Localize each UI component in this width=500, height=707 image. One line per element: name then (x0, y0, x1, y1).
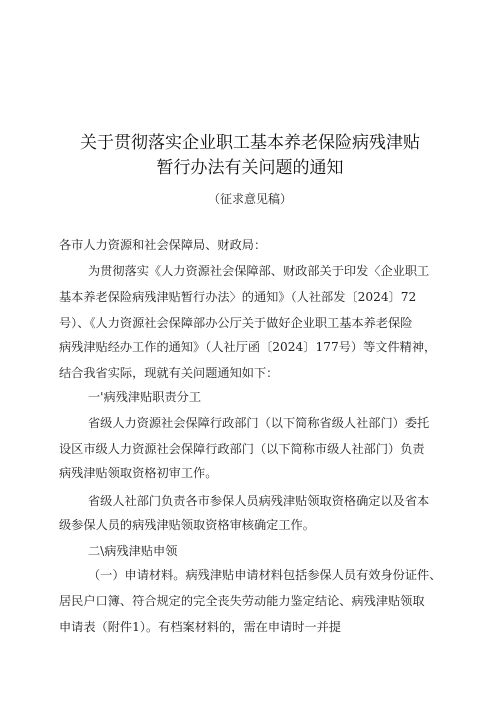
document-title-line-2: 暂行办法有关问题的通知 (156, 158, 344, 178)
body-line-10: 级参保人员的病残津贴领取资格审核确定工作。 (59, 518, 315, 532)
body-line-8: 病残津贴领取资格初审工作。 (59, 466, 218, 480)
body-line-7: 设区市级人力资源社会保障行政部门（以下简称市级人社部门）负责 (59, 442, 425, 456)
body-line-12: 居民户口簿、符合规定的完全丧失劳动能力鉴定结论、病残津贴领取 (59, 594, 425, 608)
body-line-3: 号）、《人力资源社会保障部办公厅关于做好企业职工基本养老保险 (59, 316, 413, 330)
document-title-line-1: 关于贯彻落实企业职工基本养老保险病残津贴 (80, 133, 420, 153)
body-line-13: 申请表（附件1）。有档案材料的，需在申请时一并提 (59, 620, 341, 634)
section-heading-2: 二\病残津贴申领 (88, 544, 178, 558)
salutation: 各市人力资源和社会保障局、财政局： (59, 238, 267, 252)
body-line-11: （一）申请材料。病残津贴申请材料包括参保人员有效身份证件、 (88, 568, 442, 582)
body-line-6: 省级人力资源社会保障行政部门（以下简称省级人社部门）委托 (88, 416, 430, 430)
body-line-2: 基本养老保险病残津贴暂行办法〉的通知》（人社部发〔2024〕72 (59, 290, 417, 304)
body-line-5: 结合我省实际，现就有关问题通知如下： (59, 366, 279, 380)
body-line-4: 病残津贴经办工作的通知》（人社厅函〔2024〕177号）等文件精神， (59, 340, 437, 354)
body-line-9: 省级人社部门负责各市参保人员病残津贴领取资格确定以及省本 (88, 494, 430, 508)
section-heading-1: 一'病残津贴职责分工 (88, 390, 202, 404)
document-subtitle: （征求意见稿） (207, 192, 292, 206)
body-line-1: 为贯彻落实《人力资源社会保障部、财政部关于印发〈企业职工 (88, 264, 430, 278)
